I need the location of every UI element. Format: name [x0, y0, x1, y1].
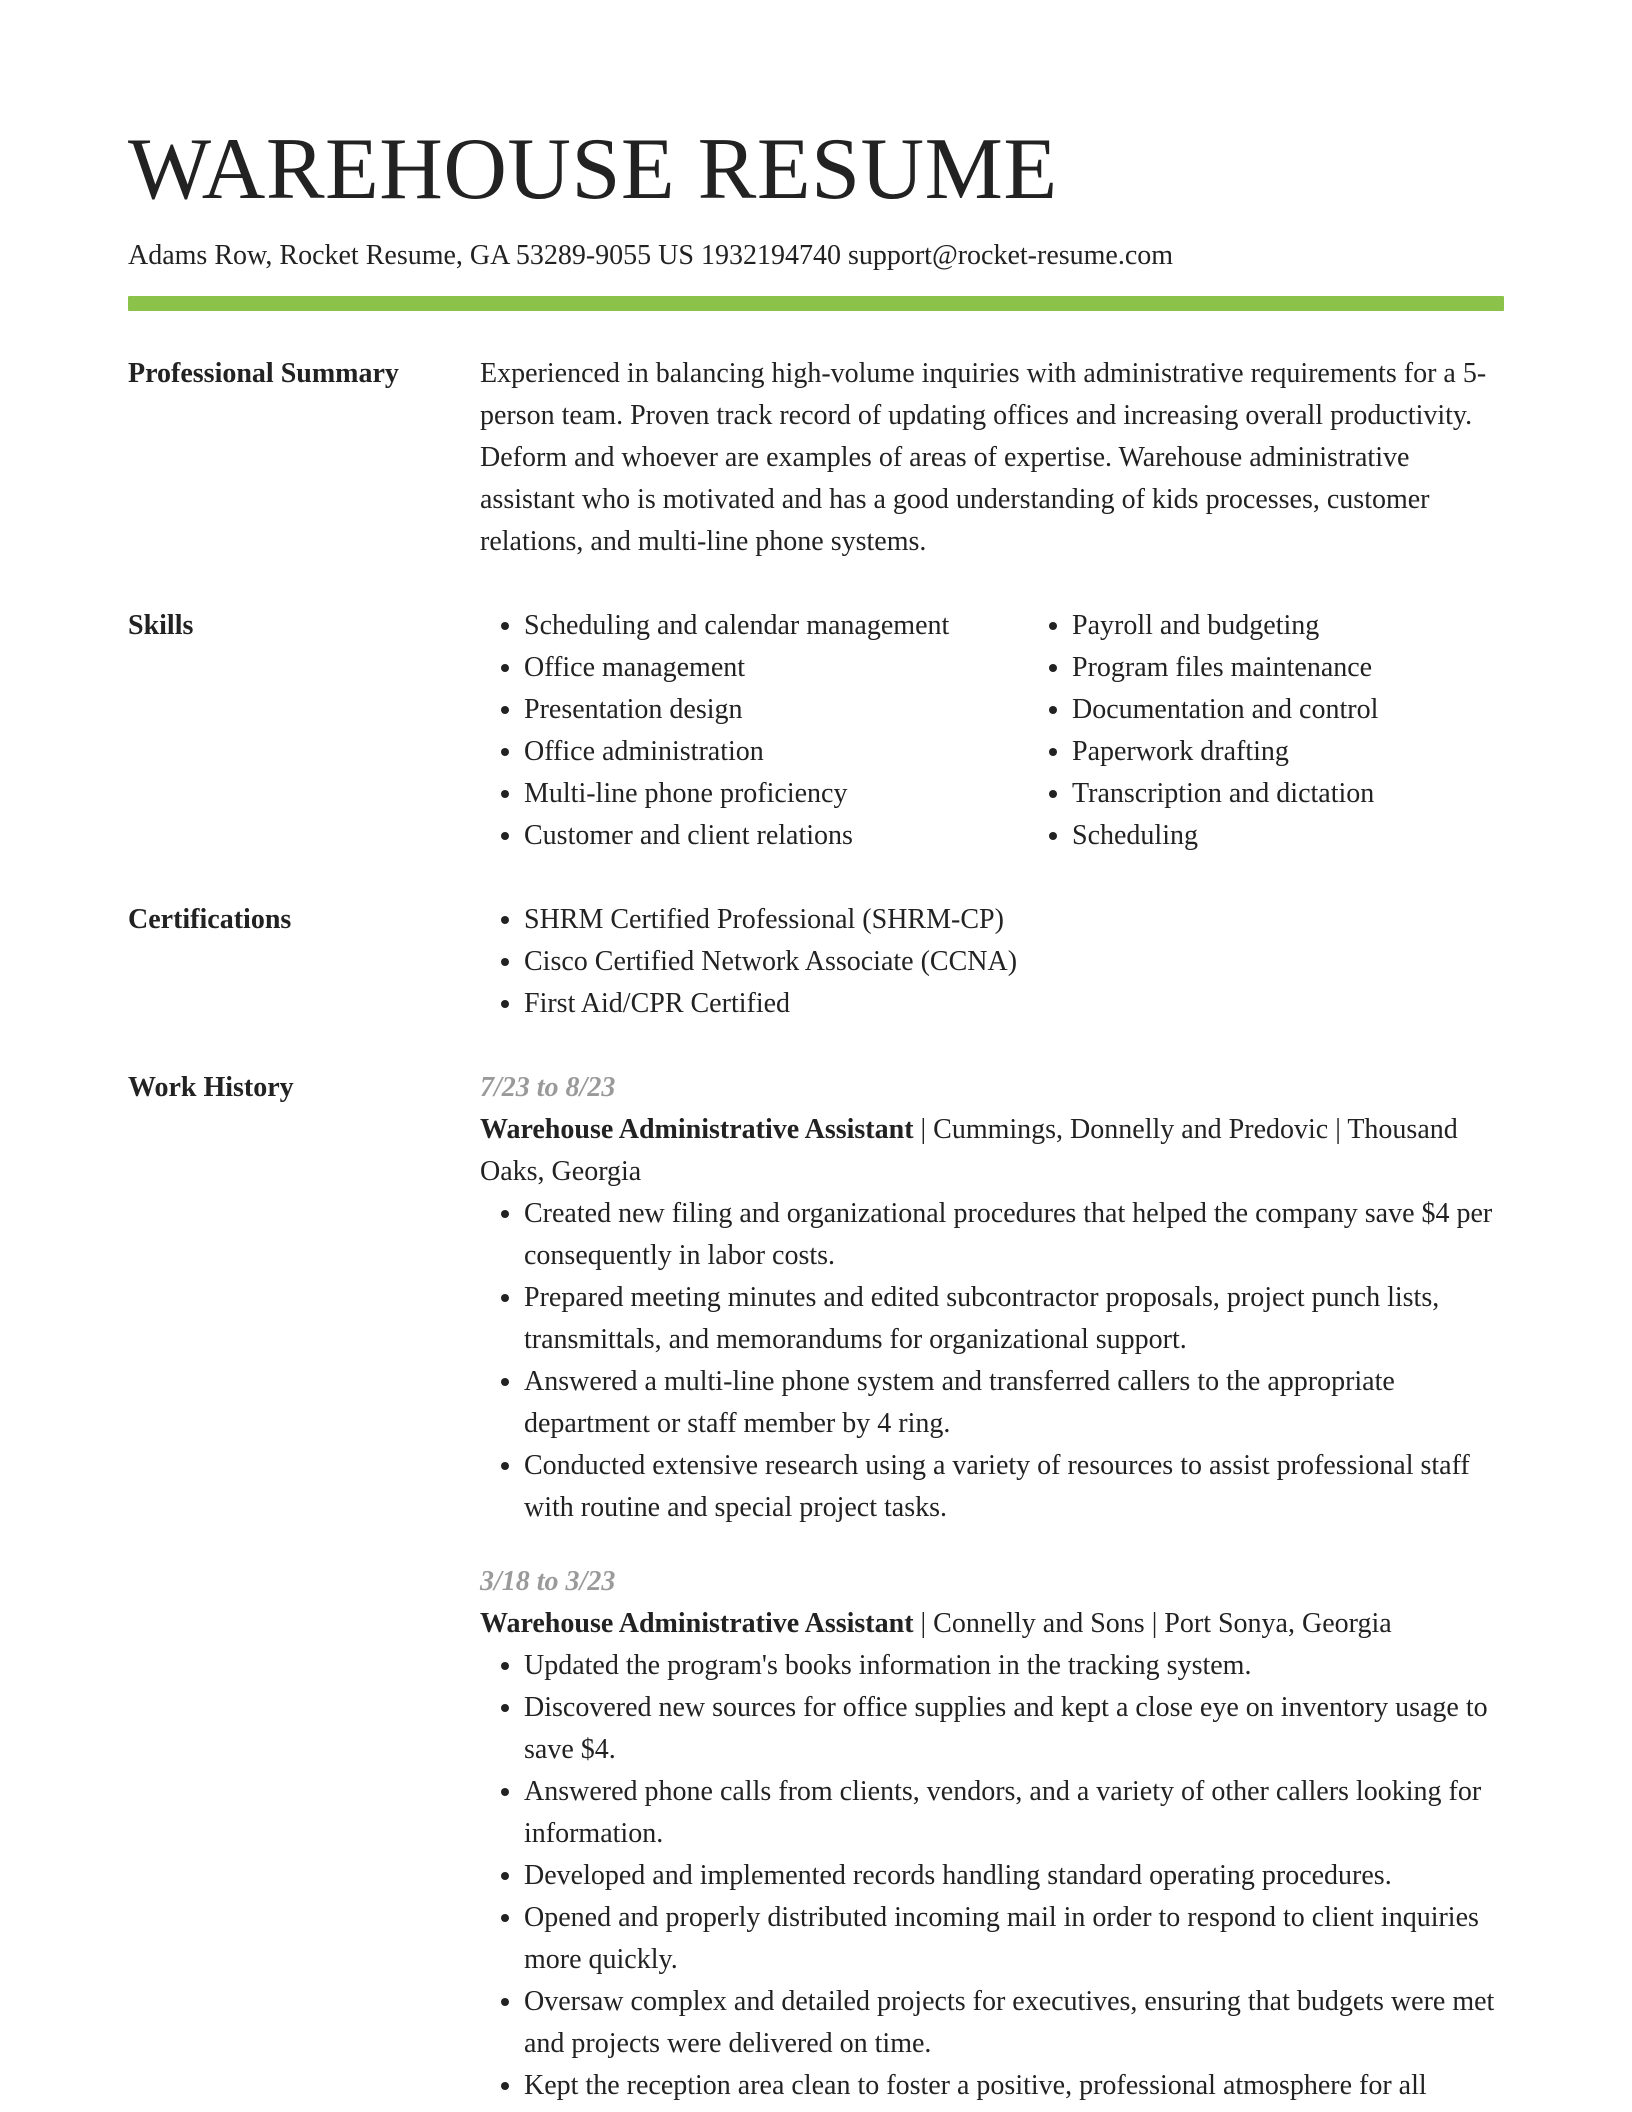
resume-title: WAREHOUSE RESUME — [128, 121, 1058, 218]
job-heading — [480, 1109, 1504, 1193]
skill-item: • Transcription and dictation — [1072, 773, 1504, 815]
job-bullet: • Kept the reception area clean to foster a positive, professional atmosphere for all — [524, 2065, 1504, 2107]
section-skills — [128, 605, 1504, 857]
contact-line — [128, 238, 1504, 274]
job-dates: 3/18 to 3/23 — [480, 1566, 616, 1597]
job-bullet: • Prepared meeting minutes and edited subcontractor proposals, project punch lists, transmittals, and memorandums for organizational support. — [524, 1277, 1504, 1361]
job-bullet-list — [480, 1645, 1504, 2107]
certification-item: • SHRM Certified Professional (SHRM-CP) — [524, 899, 1504, 941]
job-title: Warehouse Administrative Assistant — [480, 1608, 914, 1639]
certification-item: • First Aid/CPR Certified — [524, 983, 1504, 1025]
job-heading — [480, 1603, 1504, 1645]
section-label-skills: Skills — [128, 610, 194, 641]
summary-text: Experienced in balancing high-volume inquiries with administrative requirements for a 5-person team. Proven track record of updating offices and increasing overall productivity. Deform and whoever are examples of areas of expertise. Warehouse administrative assistant who is motivated and has a good understanding of kids processes, customer relations, and multi-line phone systems. — [480, 358, 1487, 557]
job-title: Warehouse Administrative Assistant — [480, 1114, 914, 1145]
job-bullet: • Discovered new sources for office supplies and kept a close eye on inventory usage to save $4. — [524, 1687, 1504, 1771]
skills-list-right — [1028, 605, 1504, 857]
section-label-summary: Professional Summary — [128, 358, 399, 389]
job-bullet: • Answered phone calls from clients, vendors, and a variety of other callers looking for information. — [524, 1771, 1504, 1855]
contact-phone: 1932194740 — [700, 240, 841, 271]
job-bullet: • Opened and properly distributed incoming mail in order to respond to client inquiries more quickly. — [524, 1897, 1504, 1981]
section-work-history — [128, 1067, 1504, 2107]
contact-email: support@rocket-resume.com — [847, 240, 1174, 271]
header-accent-rule — [128, 296, 1504, 311]
skill-item: • Presentation design — [524, 689, 1028, 731]
skill-item: • Scheduling and calendar management — [524, 605, 1028, 647]
section-label-work-history: Work History — [128, 1072, 294, 1103]
certification-item: • Cisco Certified Network Associate (CCNA) — [524, 941, 1504, 983]
section-certifications — [128, 899, 1504, 1025]
certifications-body — [480, 899, 1504, 1025]
job-details: | Cummings, Donnelly and Predovic | Thousand Oaks, Georgia — [480, 1114, 1458, 1187]
skill-item: • Paperwork drafting — [1072, 731, 1504, 773]
summary-body — [480, 353, 1504, 563]
skills-grid — [480, 605, 1504, 857]
skill-item: • Program files maintenance — [1072, 647, 1504, 689]
skill-item: • Office administration — [524, 731, 1028, 773]
job-bullet: • Updated the program's books information in the tracking system. — [524, 1645, 1504, 1687]
section-professional-summary — [128, 353, 1504, 563]
job-bullet: • Created new filing and organizational procedures that helped the company save $4 per consequently in labor costs. — [524, 1193, 1504, 1277]
skill-item: • Multi-line phone proficiency — [524, 773, 1028, 815]
job-bullet: • Oversaw complex and detailed projects for executives, ensuring that budgets were met and projects were delivered on time. — [524, 1981, 1504, 2065]
job-bullet: • Developed and implemented records handling standard operating procedures. — [524, 1855, 1504, 1897]
skill-item: • Office management — [524, 647, 1028, 689]
skill-item: • Documentation and control — [1072, 689, 1504, 731]
skill-item: • Payroll and budgeting — [1072, 605, 1504, 647]
job-bullet-list — [480, 1193, 1504, 1529]
job-entry — [480, 1067, 1504, 1529]
work-history-body — [480, 1067, 1504, 2107]
skills-list-left — [480, 605, 1028, 857]
skill-item: • Customer and client relations — [524, 815, 1028, 857]
job-bullet: • Answered a multi-line phone system and transferred callers to the appropriate department or staff member by 4 ring. — [524, 1361, 1504, 1445]
job-dates: 7/23 to 8/23 — [480, 1072, 616, 1103]
job-bullet: • Conducted extensive research using a variety of resources to assist professional staff with routine and special project tasks. — [524, 1445, 1504, 1529]
skill-item: • Scheduling — [1072, 815, 1504, 857]
job-entry — [480, 1561, 1504, 2107]
contact-address: Adams Row, Rocket Resume, GA 53289-9055 US — [128, 240, 694, 271]
section-label-certifications: Certifications — [128, 904, 292, 935]
job-details: | Connelly and Sons | Port Sonya, Georgia — [913, 1608, 1392, 1639]
certifications-list — [480, 899, 1504, 1025]
